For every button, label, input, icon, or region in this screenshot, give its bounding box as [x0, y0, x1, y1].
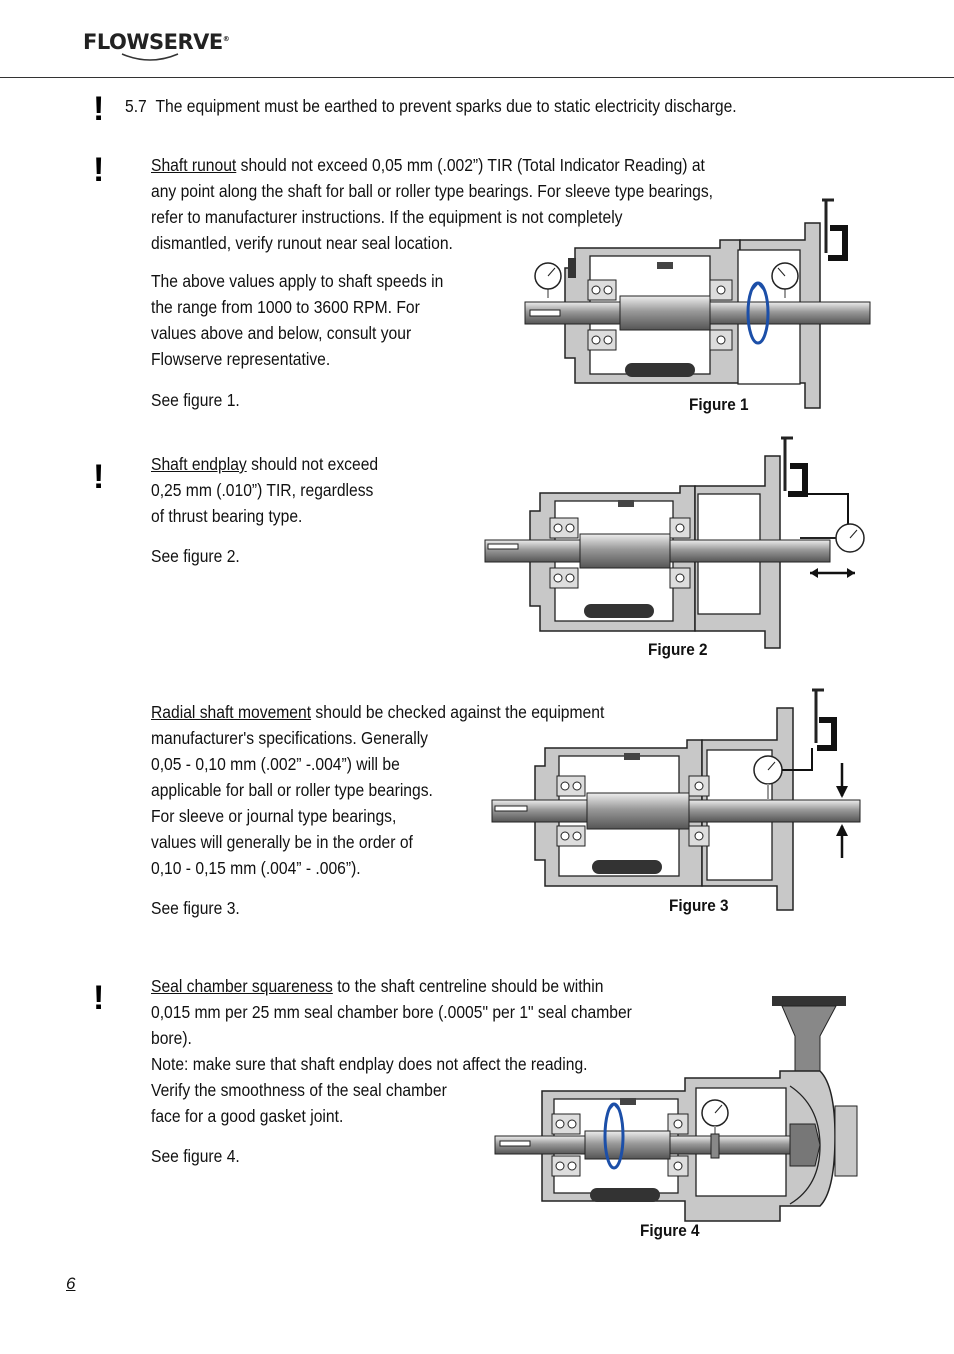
shaft-runout-line-4: dismantled, verify runout near seal location.: [151, 233, 453, 253]
seal-line-6: face for a good gasket joint.: [151, 1106, 344, 1126]
page-number: 6: [66, 1274, 76, 1293]
shaft-runout-line-2: any point along the shaft for ball or roller type bearings. For sleeve type bearings,: [151, 181, 714, 201]
radial-line-3: 0,05 - 0,10 mm (.002” -.004”) will be: [151, 754, 400, 774]
warning-mark-1: !: [93, 90, 105, 128]
seal-line-2: 0,015 mm per 25 mm seal chamber bore (.0005" per 1" seal chamber: [151, 1002, 632, 1022]
shaft-runout-text-1: should not exceed 0,05 mm (.002”) TIR (Total Indicator Reading) at: [236, 155, 705, 175]
endplay-line-1: [151, 451, 378, 477]
figure-4-drawing: [490, 996, 870, 1226]
figure-3-drawing: [487, 688, 867, 913]
seal-line-4: Note: make sure that shaft endplay does not affect the reading.: [151, 1054, 588, 1074]
radial-line-5: For sleeve or journal type bearings,: [151, 806, 397, 826]
figure-1-drawing: [520, 198, 880, 413]
shaft-endplay-paragraph: [151, 451, 378, 529]
flowserve-logo: [83, 30, 229, 54]
endplay-text-1: should not exceed: [246, 454, 379, 474]
warning-mark-4: !: [93, 979, 105, 1017]
figure-4-caption: Figure 4: [640, 1221, 700, 1240]
radial-movement-term: Radial shaft movement: [151, 702, 312, 722]
figure-1-caption: Figure 1: [689, 395, 749, 414]
figure-2-caption: Figure 2: [648, 640, 708, 659]
endplay-line-3: of thrust bearing type.: [151, 506, 303, 526]
seal-line-3: bore).: [151, 1028, 192, 1048]
warning-mark-2: !: [93, 151, 105, 189]
logo-swoosh: [120, 52, 180, 64]
radial-line-2: manufacturer's specifications. Generally: [151, 728, 429, 748]
shaft-endplay-term: Shaft endplay: [151, 454, 247, 474]
section-5-7: [125, 93, 737, 119]
registered-mark: ®: [222, 35, 230, 43]
see-figure-2: See figure 2.: [151, 546, 240, 566]
seal-line-5: Verify the smoothness of the seal chamber: [151, 1080, 447, 1100]
speed-line-3: values above and below, consult your: [151, 323, 412, 343]
section-5-7-text: The equipment must be earthed to prevent sparks due to static electricity discharge.: [155, 96, 737, 116]
see-figure-4: See figure 4.: [151, 1146, 240, 1166]
speed-line-4: Flowserve representative.: [151, 349, 331, 369]
speed-line-1: The above values apply to shaft speeds in: [151, 271, 444, 291]
seal-squareness-term: Seal chamber squareness: [151, 976, 333, 996]
see-figure-3: See figure 3.: [151, 898, 240, 918]
speed-line-2: the range from 1000 to 3600 RPM. For: [151, 297, 420, 317]
radial-line-7: 0,10 - 0,15 mm (.004” - .006”).: [151, 858, 361, 878]
logo-text: FLOWSERVE: [83, 30, 223, 54]
endplay-line-2: 0,25 mm (.010”) TIR, regardless: [151, 480, 374, 500]
radial-text-1: should be checked against the equipment: [311, 702, 605, 722]
figure-3-caption: Figure 3: [669, 896, 729, 915]
shaft-runout-line-1: [151, 152, 713, 178]
shaft-runout-line-3: refer to manufacturer instructions. If the equipment is not completely: [151, 207, 623, 227]
shaft-runout-term: Shaft runout: [151, 155, 237, 175]
radial-line-4: applicable for ball or roller type bearings.: [151, 780, 433, 800]
see-figure-1: See figure 1.: [151, 390, 240, 410]
seal-text-1: to the shaft centreline should be within: [332, 976, 604, 996]
speed-range-paragraph: [151, 268, 443, 372]
radial-line-6: values will generally be in the order of: [151, 832, 413, 852]
figure-2-drawing: [480, 436, 870, 656]
header-rule: [0, 77, 954, 78]
warning-mark-3: !: [93, 458, 105, 496]
section-number: 5.7: [125, 96, 147, 116]
